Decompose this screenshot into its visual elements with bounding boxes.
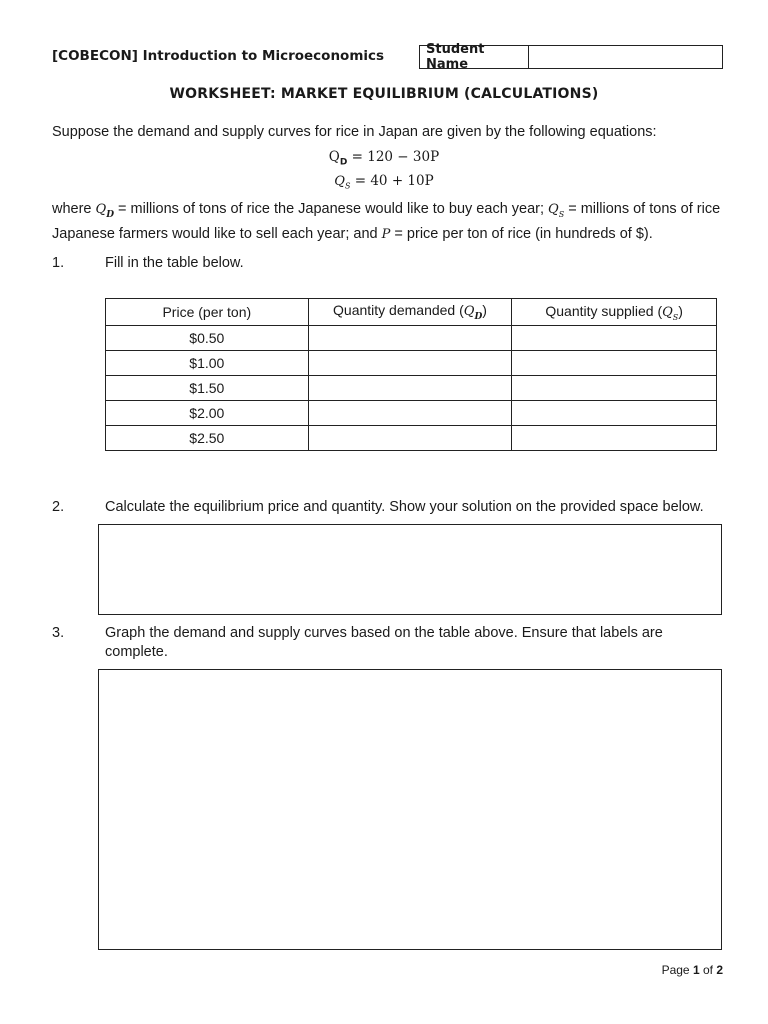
qd-cell[interactable] — [308, 326, 512, 351]
table-row — [106, 326, 717, 351]
header-qs-text: Quantity supplied ( — [545, 302, 663, 319]
price-cell: $1.50 — [106, 376, 309, 401]
supply-equation — [0, 173, 768, 191]
qd-cell[interactable] — [308, 426, 512, 451]
qs-cell[interactable] — [512, 326, 717, 351]
demand-eq-rhs: = 120 − 30P — [347, 149, 440, 165]
price-cell: $2.00 — [106, 401, 309, 426]
header-price: Price (per ton) — [106, 299, 309, 326]
qd-cell[interactable] — [308, 401, 512, 426]
header-qd-var: Q — [463, 304, 475, 320]
def-p-var: P — [381, 226, 391, 242]
question-1-text: Fill in the table below. — [105, 255, 244, 271]
header-qd-sub: D — [474, 311, 483, 322]
supply-eq-sub: S — [344, 181, 351, 191]
table-header-row — [106, 299, 717, 326]
question-3-number: 3. — [52, 625, 65, 641]
header-qs-var: Q — [662, 304, 673, 320]
price-cell: $1.00 — [106, 351, 309, 376]
question-2-text: Calculate the equilibrium price and quantity. Show your solution on the provided space below. — [105, 499, 704, 515]
demand-eq-lhs: Q — [328, 149, 340, 165]
header-qs-sub: S — [672, 312, 679, 322]
demand-equation — [0, 149, 768, 168]
qs-cell[interactable] — [512, 351, 717, 376]
def-qd-var: Q — [95, 202, 107, 217]
question-1-number: 1. — [52, 255, 65, 271]
current-page: 1 — [692, 963, 700, 977]
student-name-label: Student Name — [420, 46, 529, 68]
def-part4: = price per ton of rice (in hundreds of $). — [390, 225, 653, 242]
qs-cell[interactable] — [512, 426, 717, 451]
header-quantity-demanded — [308, 299, 512, 326]
total-pages: 2 — [716, 963, 723, 977]
def-qs-sub: S — [558, 209, 565, 219]
price-cell: $2.50 — [106, 426, 309, 451]
def-qd-sub: D — [106, 209, 115, 220]
demand-eq-sub: D — [339, 157, 348, 168]
def-part1: where — [52, 201, 96, 217]
qd-cell[interactable] — [308, 376, 512, 401]
page-indicator — [662, 963, 723, 977]
price-quantity-table — [105, 298, 717, 451]
header-quantity-supplied — [512, 299, 717, 326]
price-cell: $0.50 — [106, 326, 309, 351]
def-part3: = millions of tons of rice Japanese farmers would like to sell each year; and — [52, 201, 721, 242]
student-name-field[interactable] — [529, 46, 722, 68]
course-title: [COBECON] Introduction to Microeconomics — [52, 48, 385, 64]
supply-eq-lhs: Q — [334, 174, 345, 189]
question-3-text: Graph the demand and supply curves based on the table above. Ensure that labels are complete. — [105, 625, 663, 660]
header-qd-text: Quantity demanded ( — [333, 302, 464, 319]
of-label: of — [699, 963, 717, 977]
variable-definitions — [52, 200, 732, 244]
qs-cell[interactable] — [512, 401, 717, 426]
solution-answer-box[interactable] — [98, 524, 722, 615]
def-part2: = millions of tons of rice the Japanese would like to buy each year; — [114, 201, 549, 217]
table-row — [106, 401, 717, 426]
def-qs-var: Q — [548, 202, 559, 217]
supply-eq-rhs: = 40 + 10P — [350, 173, 434, 189]
table-row — [106, 376, 717, 401]
question-2-number: 2. — [52, 499, 65, 515]
table-row — [106, 426, 717, 451]
page-label: Page — [661, 963, 693, 977]
qs-cell[interactable] — [512, 376, 717, 401]
graph-answer-box[interactable] — [98, 669, 722, 950]
header-qs-close: ) — [678, 302, 683, 319]
student-name-box — [419, 42, 723, 72]
header-qd-close: ) — [482, 302, 487, 319]
qd-cell[interactable] — [308, 351, 512, 376]
intro-text: Suppose the demand and supply curves for rice in Japan are given by the following equations: — [52, 124, 657, 140]
table-row — [106, 351, 717, 376]
worksheet-title: WORKSHEET: MARKET EQUILIBRIUM (CALCULATIONS) — [169, 86, 599, 102]
